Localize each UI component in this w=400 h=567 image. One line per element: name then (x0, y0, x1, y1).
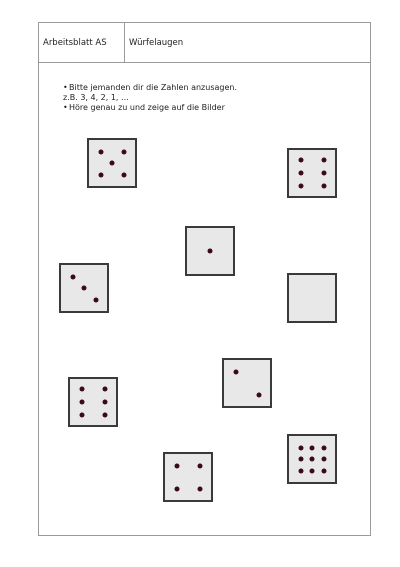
die-pip (102, 387, 107, 392)
die-pip (102, 400, 107, 405)
die-pip (310, 468, 315, 473)
die-face-9 (287, 434, 337, 484)
die-pip (310, 445, 315, 450)
die-face-1 (185, 226, 235, 276)
instruction-item (63, 93, 237, 103)
worksheet (38, 22, 371, 536)
die-pip (298, 457, 303, 462)
die-pip (321, 445, 326, 450)
die-pip (121, 172, 126, 177)
die-pip (298, 445, 303, 450)
die-pip (233, 369, 238, 374)
die-pip (321, 171, 326, 176)
worksheet-header (39, 23, 370, 63)
instructions-list (63, 83, 237, 113)
die-pip (298, 158, 303, 163)
die-pip (321, 457, 326, 462)
die-face-2 (222, 358, 272, 408)
bullet-icon: • (63, 83, 68, 92)
die-pip (98, 172, 103, 177)
die-pip (298, 468, 303, 473)
die-pip (79, 400, 84, 405)
instruction-text: Höre genau zu und zeige auf die Bilder (69, 103, 225, 112)
die-pip (174, 486, 179, 491)
die-pip (321, 183, 326, 188)
die-pip (208, 249, 213, 254)
die-pip (298, 171, 303, 176)
die-pip (93, 297, 98, 302)
die-face-4 (163, 452, 213, 502)
die-pip (310, 457, 315, 462)
die-pip (82, 286, 87, 291)
die-pip (197, 486, 202, 491)
worksheet-type-label: Arbeitsblatt AS (39, 23, 125, 62)
instruction-item (63, 83, 237, 93)
instruction-item (63, 103, 237, 113)
die-pip (79, 412, 84, 417)
die-pip (70, 274, 75, 279)
instruction-text: Bitte jemanden dir die Zahlen anzusagen. (69, 83, 238, 92)
die-face-6 (68, 377, 118, 427)
die-face-5 (87, 138, 137, 188)
die-pip (197, 463, 202, 468)
bullet-icon: • (63, 103, 68, 112)
die-pip (321, 158, 326, 163)
die-pip (121, 149, 126, 154)
die-pip (256, 392, 261, 397)
die-pip (79, 387, 84, 392)
die-pip (98, 149, 103, 154)
worksheet-title: Würfelaugen (129, 37, 184, 48)
die-pip (298, 183, 303, 188)
die-pip (321, 468, 326, 473)
die-pip (110, 161, 115, 166)
die-pip (102, 412, 107, 417)
instruction-example-text: z.B. 3, 4, 2, 1, ... (63, 93, 129, 102)
die-pip (174, 463, 179, 468)
die-face-6 (287, 148, 337, 198)
die-face-0 (287, 273, 337, 323)
die-face-3 (59, 263, 109, 313)
